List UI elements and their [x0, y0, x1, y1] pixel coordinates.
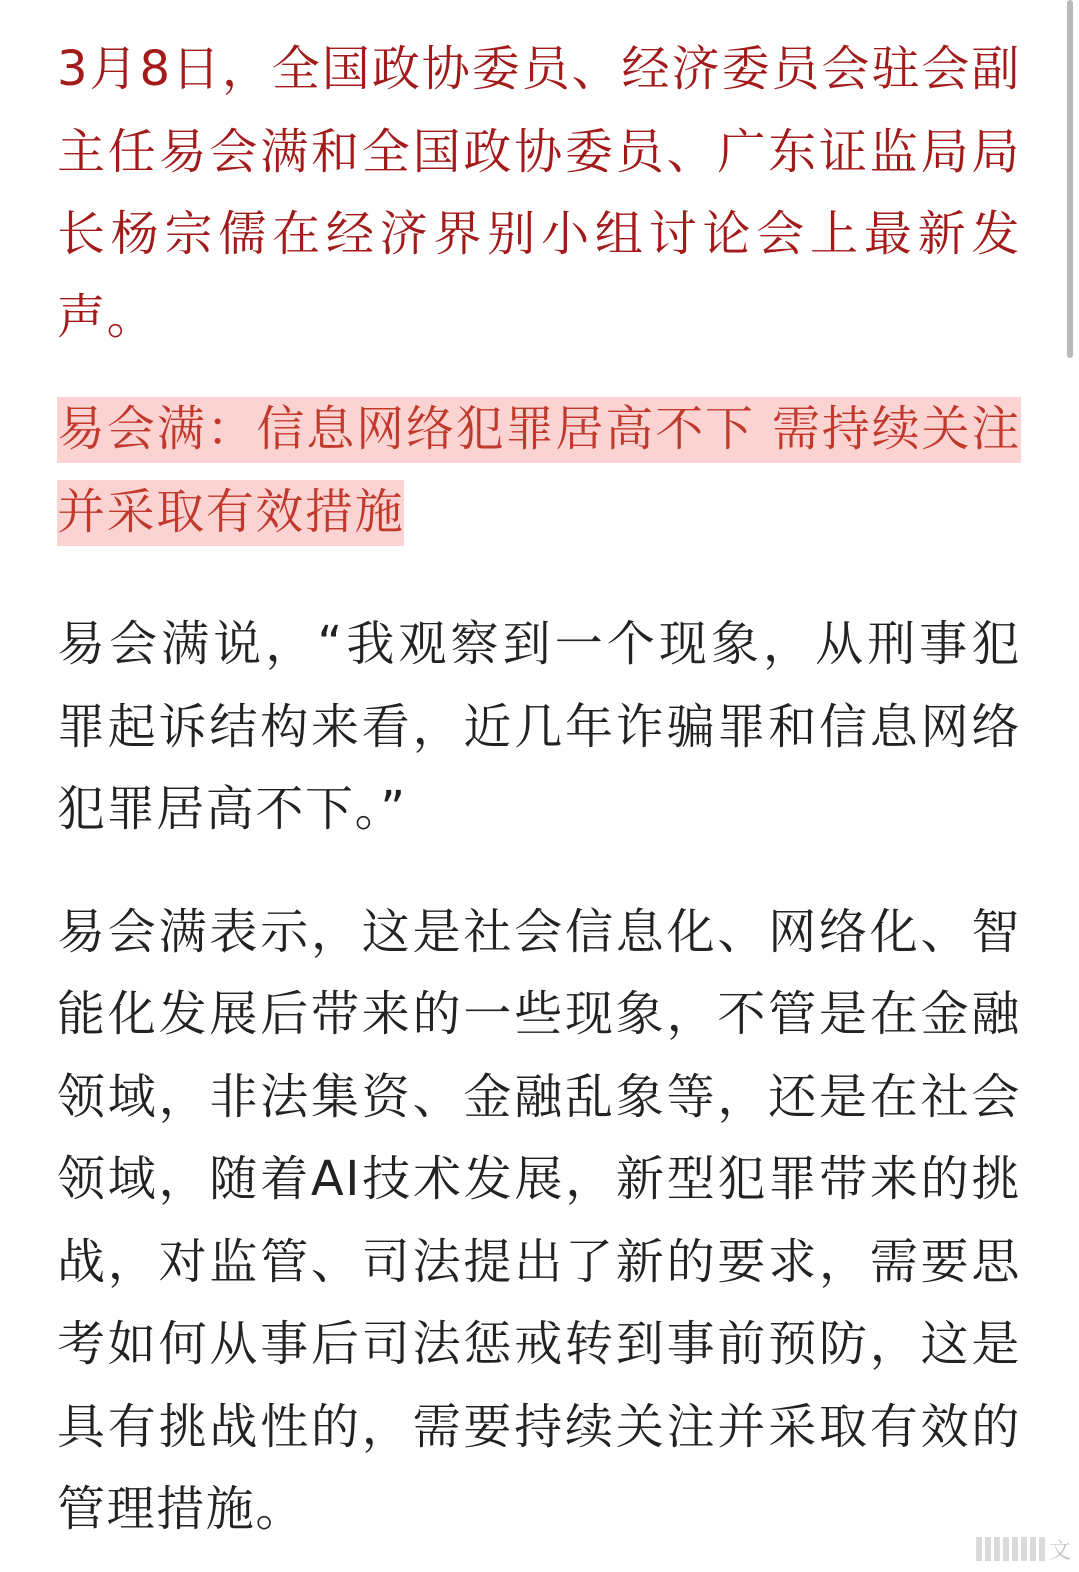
watermark	[976, 1532, 1071, 1566]
subhead-block	[57, 388, 1021, 553]
article-lead: 3月8日，全国政协委员、经济委员会驻会副主任易会满和全国政协委员、广东证监局局长杨宗儒在经济界别小组讨论会上最新发声。	[57, 41, 1021, 345]
article-subhead: 易会满：信息网络犯罪居高不下 需持续关注并采取有效措施	[57, 397, 1021, 546]
scrollbar[interactable]	[1067, 0, 1073, 358]
watermark-char: 文	[1048, 1538, 1071, 1564]
article-paragraph: 易会满表示，这是社会信息化、网络化、智能化发展后带来的一些现象，不管是在金融领域，非法集资、金融乱象等，还是在社会领域，随着AI技术发展，新型犯罪带来的挑战，对监管、司法提出了新的要求，需要思考如何从事后司法惩戒转到事前预防，这是具有挑战性的，需要持续关注并采取有效的管理措施。	[57, 903, 1021, 1537]
watermark-logo-icon	[976, 1537, 1045, 1561]
article	[57, 28, 1021, 1551]
article-paragraph: 易会满说，“我观察到一个现象，从刑事犯罪起诉结构来看，近几年诈骗罪和信息网络犯罪居高不下。”	[57, 616, 1021, 837]
